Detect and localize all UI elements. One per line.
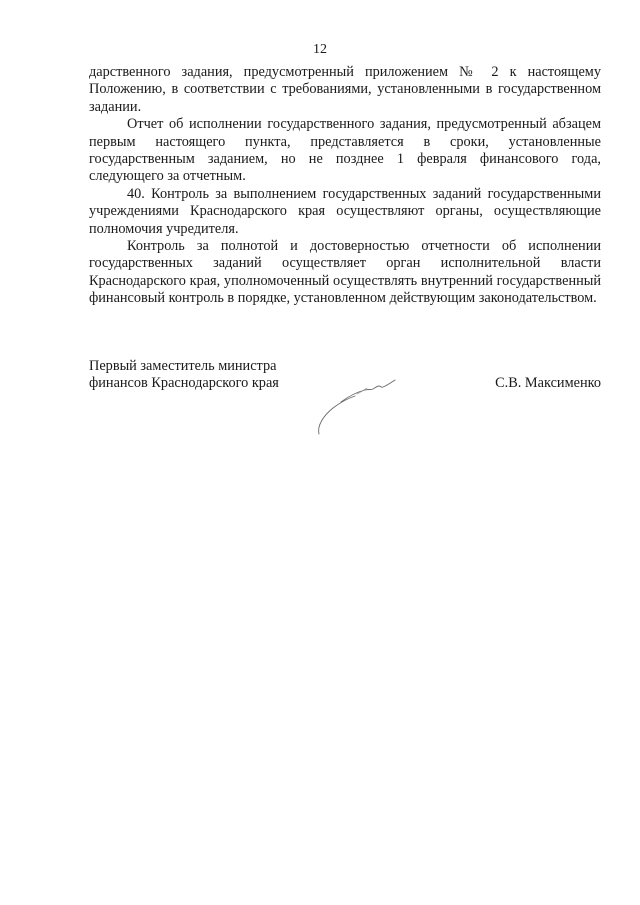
page-number: 12 bbox=[313, 42, 327, 57]
handwritten-signature bbox=[311, 372, 401, 436]
document-body bbox=[89, 64, 601, 308]
paragraph-item-40: 40. Контроль за выполнением государственных заданий государственными учреждениями Краснодарского края осуществляют органы, осуществляющие полномочия учредителя. bbox=[89, 185, 601, 237]
signature-block bbox=[89, 358, 601, 438]
signatory-name: С.В. Максименко bbox=[495, 375, 601, 391]
paragraph-continuation: дарственного задания, предусмотренный приложением № 2 к настоящему Положению, в соответствии с требованиями, установленными в государственном задании. bbox=[89, 64, 601, 115]
paragraph-report: Отчет об исполнении государственного задания, предусмотренный абзацем первым настоящего пункта, представляется в сроки, установленные государственным заданием, но не позднее 1 февраля финансового года, следующего за отчетным. bbox=[89, 116, 601, 185]
paragraph-control: Контроль за полнотой и достоверностью отчетности об исполнении государственных заданий осуществляет орган исполнительной власти Краснодарского края, уполномоченный осуществлять внутренний государственный финансовый контроль в порядке, установленном действующим законодательством. bbox=[89, 238, 601, 307]
signatory-title bbox=[89, 358, 329, 393]
signatory-title-line-2: финансов Краснодарского края bbox=[89, 375, 279, 392]
signatory-title-line-1: Первый заместитель министра bbox=[89, 358, 277, 374]
